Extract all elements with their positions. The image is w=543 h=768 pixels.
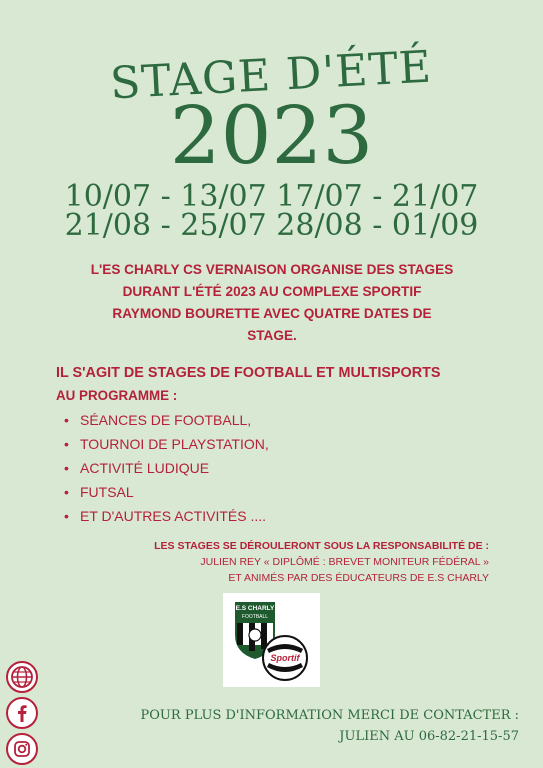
list-item-label: ACTIVITÉ LUDIQUE <box>80 460 210 476</box>
club-logo-graphic <box>223 593 320 687</box>
bullet: • <box>64 436 69 452</box>
intro-text <box>52 259 492 347</box>
bullet: • <box>64 508 69 524</box>
program-heading: IL S'AGIT DE STAGES DE FOOTBALL ET MULTISPORTS <box>56 365 441 381</box>
contact-heading: POUR PLUS D'INFORMATION MERCI DE CONTACTER : <box>140 708 519 723</box>
program-subheading: AU PROGRAMME : <box>56 388 178 403</box>
bullet: • <box>64 460 69 476</box>
intro-line: STAGE. <box>247 328 297 343</box>
intro-line: RAYMOND BOURETTE AVEC QUATRE DATES DE <box>112 306 432 321</box>
club-logos <box>223 593 320 687</box>
dates-row-2: 21/08 - 25/07 28/08 - 01/09 <box>64 208 479 243</box>
bullet: • <box>64 412 69 428</box>
list-item-label: FUTSAL <box>80 484 134 500</box>
list-item <box>62 432 269 456</box>
list-item <box>62 408 269 432</box>
instagram-icon-graphic <box>8 735 36 763</box>
instagram-icon[interactable] <box>6 733 38 765</box>
responsibility-educators: ET ANIMÉS PAR DES ÉDUCATEURS DE E.S CHARLY <box>228 572 489 584</box>
complexe-sportif-logo <box>263 636 307 680</box>
list-item-label: ET D'AUTRES ACTIVITÉS .... <box>80 508 267 524</box>
list-item <box>62 456 269 480</box>
bullet: • <box>64 484 69 500</box>
program-list <box>62 408 269 528</box>
title-year: 2023 <box>169 89 374 182</box>
list-item-label: SÉANCES DE FOOTBALL, <box>80 412 252 428</box>
facebook-icon[interactable] <box>6 697 38 729</box>
list-item-label: TOURNOI DE PLAYSTATION, <box>80 436 269 452</box>
responsibility-heading: LES STAGES SE DÉROULERONT SOUS LA RESPONSABILITÉ DE : <box>154 540 489 552</box>
contact-phone: JULIEN AU 06-82-21-15-57 <box>339 729 519 744</box>
title-stage-ete: STAGE D'ÉTÉ <box>109 41 434 110</box>
list-item <box>62 480 269 504</box>
complexe-logo-text: Sportif <box>270 653 300 663</box>
club-logo-subtext: FOOTBALL <box>241 614 269 620</box>
responsibility-coach: JULIEN REY « DIPLÔMÉ : BREVET MONITEUR FÉDÉRAL » <box>200 556 489 568</box>
globe-icon-graphic <box>8 663 36 691</box>
list-item <box>62 504 269 528</box>
intro-line: DURANT L'ÉTÉ 2023 AU COMPLEXE SPORTIF <box>122 284 422 299</box>
club-logo-text: E.S CHARLY <box>235 605 275 612</box>
globe-icon[interactable] <box>6 661 38 693</box>
intro-line: L'ES CHARLY CS VERNAISON ORGANISE DES STAGES <box>90 262 454 277</box>
dates-row-1: 10/07 - 13/07 17/07 - 21/07 <box>64 179 479 214</box>
facebook-icon-graphic <box>8 699 36 727</box>
